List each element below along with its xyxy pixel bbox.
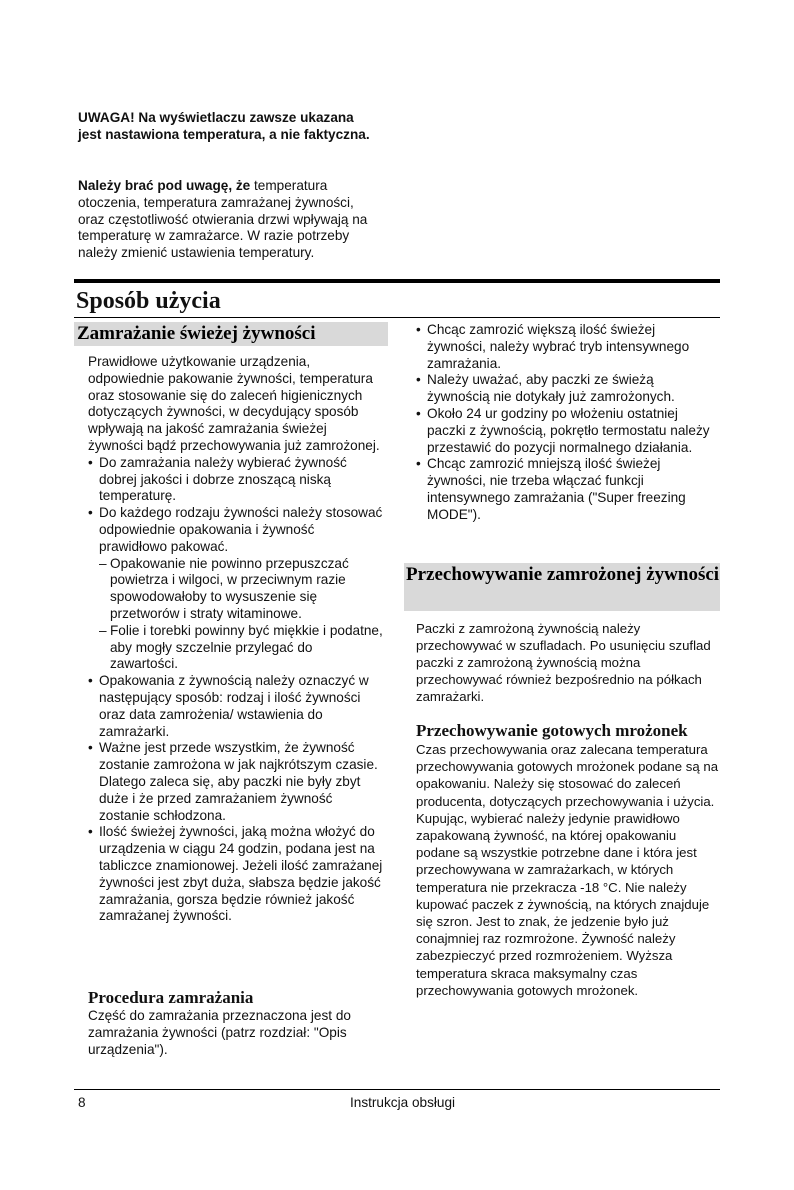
sublist-item: – Folie i torebki powinny być miękkie i podatne, aby mogły szczelnie przylegać do zawartości.	[99, 623, 384, 673]
storage-text: Paczki z zamrożoną żywnością należy przechowywać w szufladach. Po usunięciu szuflad paczki z zamrożoną żywnością można przechowywać również bezpośrednio na półkach zamrażarki.	[416, 621, 711, 704]
freezing-intro: Prawidłowe użytkowanie urządzenia, odpowiednie pakowanie żywności, temperatura oraz stosowanie się do zaleceń higienicznych dotyczących żywności, w decydujący sposób wpływają na jakość zamrażania świeżej żywności bądź przechowywania już zamrożonej.	[88, 354, 380, 453]
freezing-list	[88, 455, 384, 925]
sublist-item: – Opakowanie nie powinno przepuszczać powietrza i wilgoci, w przeciwnym razie spowodowałoby to wysuszenie się przetworów i straty witaminowe.	[99, 556, 384, 623]
temperature-note-text	[78, 178, 378, 262]
list-item: • Opakowania z żywnością należy oznaczyć w następujący sposób: rodzaj i ilość żywności oraz data zamrożenia/ wstawienia do zamrażarki.	[88, 673, 384, 740]
ready-meals-heading: Przechowywanie gotowych mrożonek	[416, 721, 688, 740]
list-item: • Należy uważać, aby paczki ze świeżą żywnością nie dotykały już zamrożonych.	[416, 372, 716, 406]
list-item: • Ważne jest przede wszystkim, że żywność zostanie zamrożona w jak najkrótszym czasie. Dlatego zaleca się, aby paczki nie były zbyt duże i że przed zamrażaniem żywność zostanie schłodzona.	[88, 740, 384, 824]
storage-body	[416, 620, 716, 705]
list-item: • Do zamrażania należy wybierać żywność dobrej jakości i dobrze znoszącą niską temperaturę.	[88, 455, 384, 505]
list-item	[88, 505, 384, 673]
list-item: • Ilość świeżej żywności, jaką można włożyć do urządzenia w ciągu 24 godzin, podana jest na tabliczce znamionowej. Jeżeli ilość zamrażanej żywności jest zbyt duża, słabsza będzie jakość zamrażania, gorsza będzie również jakość zamrażanej żywności.	[88, 824, 384, 925]
section-title: Sposób użycia	[76, 288, 221, 314]
temperature-note	[78, 178, 378, 262]
right-column-top	[416, 322, 716, 524]
footer-title: Instrukcja obsługi	[350, 1095, 456, 1110]
list-item-text: Do każdego rodzaju żywności należy stosować odpowiednie opakowania i żywność prawidłowo pakować.	[99, 505, 383, 554]
procedure-body	[88, 1008, 384, 1058]
list-item: • Około 24 ur godziny po włożeniu ostatniej paczki z żywnością, pokrętło termostatu należy przestawić do pozycji normalnego działania.	[416, 406, 716, 456]
procedure-text: Część do zamrażania przeznaczona jest do zamrażania żywności (patrz rozdział: "Opis urządzenia").	[88, 1008, 351, 1057]
packaging-sublist	[99, 556, 384, 674]
list-item: • Chcąc zamrozić mniejszą ilość świeżej żywności, nie trzeba włączać funkcji intensywnego zamrażania ("Super freezing MODE").	[416, 456, 716, 523]
procedure-heading: Procedura zamrażania	[88, 988, 254, 1007]
warning-text: UWAGA! Na wyświetlaczu zawsze ukazana jest nastawiona temperatura, a nie faktyczna.	[78, 110, 370, 142]
intensive-freezing-list	[416, 322, 716, 524]
warning-note	[78, 110, 378, 144]
ready-meals-body	[416, 741, 719, 999]
page-number: 8	[78, 1095, 86, 1110]
list-item: • Chcąc zamrozić większą ilość świeżej żywności, należy wybrać tryb intensywnego zamrażania.	[416, 322, 716, 372]
storage-heading: Przechowywanie zamrożonej żywności	[404, 563, 720, 611]
footer-rule	[74, 1089, 720, 1090]
temperature-note-body: temperatura otoczenia, temperatura zamrażanej żywności, oraz częstotliwość otwierania drzwi wpływają na temperaturę w zamrażarce. W razie potrzeby należy zmienić ustawienia temperatury.	[78, 178, 368, 261]
freezing-heading: Zamrażanie świeżej żywności	[74, 322, 388, 346]
ready-meals-text: Czas przechowywania oraz zalecana temperatura przechowywania gotowych mrożonek podane są na opakowaniu. Należy się stosować do zaleceń producenta, dotyczących przechowywania i użycia. Kupując, wybierać należy jedynie prawidłowo zapakowaną żywność, na której opakowaniu podane są wszystkie potrzebne dane i która jest przechowywana w zamrażarkach, w których temperatura nie przekracza -18 °C. Nie należy kupować paczek z żywnością, na których znajduje się szron. Jest to znak, że jedzenie było już conajmniej raz rozmrożone. Żywność należy zabezpieczyć przed rozmrożeniem. Wyższa temperatura skraca maksymalny czas przechowywania gotowych mrożonek.	[416, 742, 719, 998]
section-top-rule	[74, 279, 720, 283]
temperature-note-bold: Należy brać pod uwagę, że	[78, 178, 251, 193]
section-bottom-rule	[74, 317, 720, 318]
left-column-body	[88, 354, 384, 925]
